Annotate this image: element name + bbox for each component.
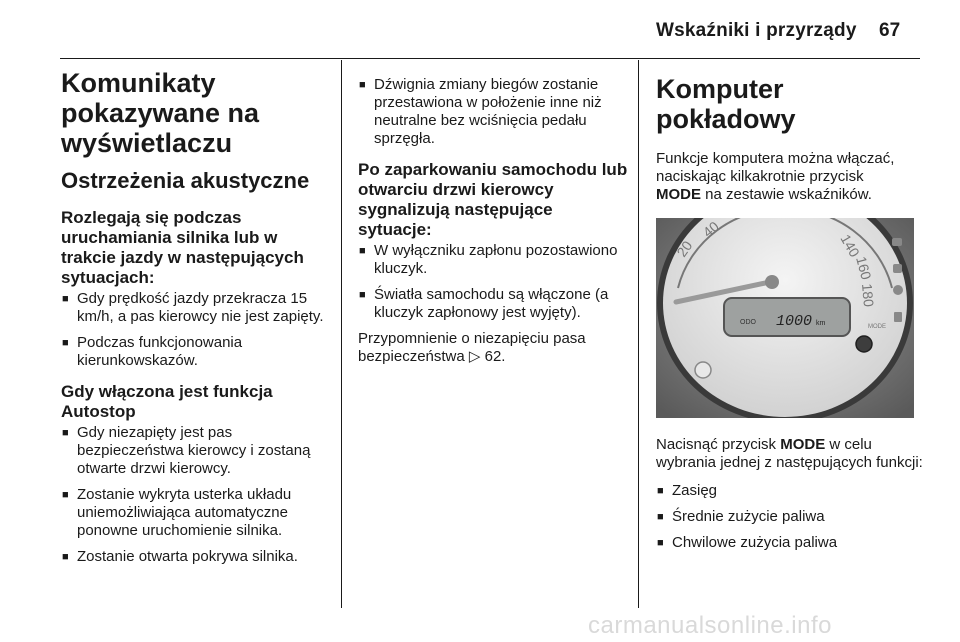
lcd-readout: 1000 bbox=[776, 313, 813, 330]
needle-hub bbox=[765, 275, 779, 289]
gear-warning-list bbox=[358, 76, 630, 148]
bullet-icon: ■ bbox=[62, 551, 69, 563]
instrument-cluster-photo bbox=[656, 218, 914, 418]
page-reference-arrow-icon: ▷ bbox=[468, 348, 481, 365]
bullet-icon: ■ bbox=[359, 79, 366, 91]
speed-tick-label: 40 bbox=[699, 218, 722, 241]
bullet-icon: ■ bbox=[657, 537, 664, 549]
page-reference-link[interactable]: 62. bbox=[484, 348, 506, 365]
watermark: carmanualsonline.info bbox=[588, 612, 832, 639]
running-header-title: Wskaźniki i przyrządy bbox=[656, 20, 857, 41]
section-heading: Komunikaty pokazywane na wyświetlaczu bbox=[61, 68, 260, 158]
bullet-icon: ■ bbox=[62, 427, 69, 439]
list-item: ■ Średnie zużycie paliwa bbox=[657, 508, 825, 525]
trip-reset-knob bbox=[695, 362, 711, 378]
speed-tick-label: 20 bbox=[673, 237, 696, 260]
list-item: ■ Światła samochodu są włączone (a kluczyk zapłonowy jest wyjęty). bbox=[359, 286, 609, 321]
column-middle bbox=[358, 76, 630, 366]
column-left bbox=[61, 68, 333, 574]
bullet-icon: ■ bbox=[359, 245, 366, 257]
speed-tick-label: 180 bbox=[859, 282, 877, 308]
lcd-unit: km bbox=[816, 320, 826, 327]
bullet-icon: ■ bbox=[359, 289, 366, 301]
startup-warning-list bbox=[61, 290, 333, 370]
mode-button-label: MODE bbox=[868, 324, 886, 330]
subsection-heading: Ostrzeżenia akustyczne bbox=[61, 168, 310, 193]
lcd-odo-label: ODO bbox=[740, 319, 756, 326]
bullet-icon: ■ bbox=[62, 489, 69, 501]
list-item: ■ Gdy niezapięty jest pas bezpieczeństwa kierowcy i zostaną otwarte drzwi kierowcy. bbox=[62, 424, 311, 477]
list-item: ■ Podczas funkcjonowania kierunkowskazów. bbox=[62, 334, 243, 369]
topic-heading-autostop: Gdy włączona jest funkcja Autostop bbox=[61, 382, 273, 421]
column-divider-left bbox=[341, 60, 342, 608]
bullet-icon: ■ bbox=[62, 337, 69, 349]
topic-heading-parked: Po zaparkowaniu samochodu lub otwarciu drzwi kierowcy sygnalizują następujące sytuacje: bbox=[358, 160, 628, 239]
bullet-icon: ■ bbox=[62, 293, 69, 305]
speed-tick-label: 160 bbox=[853, 254, 875, 282]
mode-keyword: MODE bbox=[780, 436, 826, 453]
intro-paragraph: Funkcje komputera można włączać, naciskając kilkakrotnie przycisk MODE na zestawie wskaźników. bbox=[656, 150, 895, 203]
page-number: 67 bbox=[879, 20, 901, 41]
bullet-icon: ■ bbox=[657, 511, 664, 523]
instrument-cluster-illustration bbox=[656, 218, 914, 418]
speed-tick-label: 140 bbox=[837, 231, 863, 260]
instruction-paragraph: Nacisnąć przycisk MODE w celu wybrania jednej z następujących funkcji: bbox=[656, 436, 923, 471]
computer-functions-list bbox=[656, 482, 928, 552]
column-divider-right bbox=[638, 60, 639, 608]
topic-heading-startup: Rozlegają się podczas uruchamiania silnika lub w trakcie jazdy w następujących sytuacjach: bbox=[61, 208, 304, 287]
header-divider bbox=[60, 58, 920, 59]
list-item: ■ W wyłączniku zapłonu pozostawiono kluczyk. bbox=[359, 242, 618, 277]
mode-keyword: MODE bbox=[656, 186, 701, 203]
list-item: ■ Gdy prędkość jazdy przekracza 15 km/h, a pas kierowcy nie jest zapięty. bbox=[62, 290, 324, 325]
parked-warning-list bbox=[358, 242, 630, 322]
autostop-warning-list bbox=[61, 424, 333, 566]
list-item: ■ Zasięg bbox=[657, 482, 718, 499]
list-item: ■ Dźwignia zmiany biegów zostanie przestawiona w położenie inne niż neutralne bez wciśnięcia pedału sprzęgła. bbox=[359, 76, 602, 147]
list-item: ■ Chwilowe zużycia paliwa bbox=[657, 534, 838, 551]
seatbelt-reminder-reference: Przypomnienie o niezapięciu pasa bezpieczeństwa ▷ 62. bbox=[358, 330, 586, 365]
mode-button bbox=[856, 336, 872, 352]
list-item: ■ Zostanie otwarta pokrywa silnika. bbox=[62, 548, 298, 565]
list-item: ■ Zostanie wykryta usterka układu uniemożliwiająca automatyczne ponowne uruchomienie silnika. bbox=[62, 486, 292, 539]
column-right bbox=[656, 74, 928, 560]
bullet-icon: ■ bbox=[657, 485, 664, 497]
section-heading: Komputer pokładowy bbox=[656, 74, 796, 134]
